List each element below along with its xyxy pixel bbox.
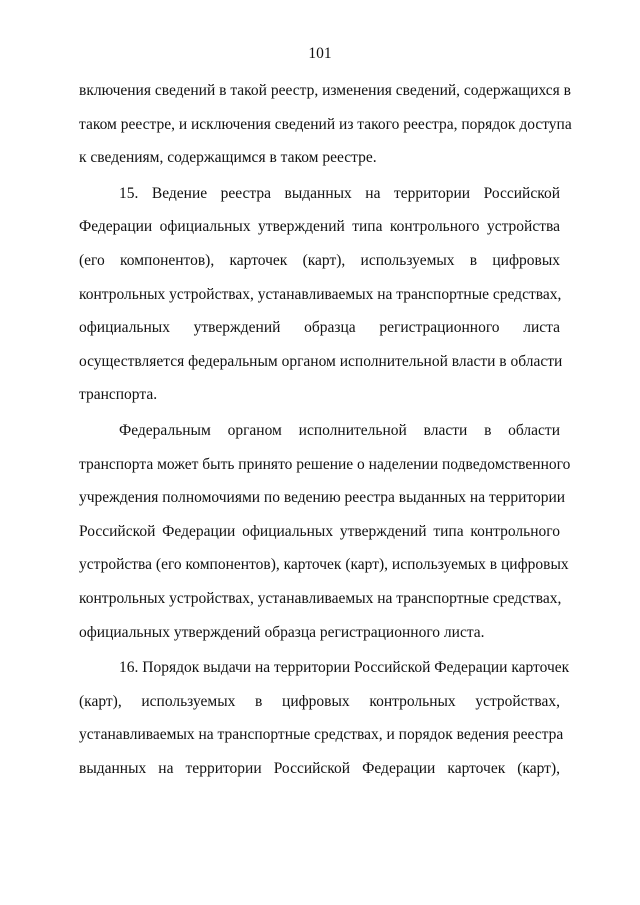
text-line: контрольных устройствах, устанавливаемых на транспортные средствах, xyxy=(79,589,562,607)
text-line: Федерации официальных утверждений типа контрольного устройства xyxy=(79,218,560,236)
text-line: транспорта. xyxy=(79,386,158,404)
paragraph-item-15 xyxy=(79,183,563,418)
text-line: Федеральным органом исполнительной власти в области xyxy=(119,421,560,439)
text-line: устанавливаемых на транспортные средствах, и порядок ведения реестра xyxy=(79,726,564,744)
text-line: к сведениям, содержащимся в таком реестре. xyxy=(79,149,377,167)
text-line: таком реестре, и исключения сведений из такого реестра, порядок доступа xyxy=(79,115,572,133)
text-line: 16. Порядок выдачи на территории Российской Федерации карточек xyxy=(119,659,570,677)
text-line: учреждения полномочиями по ведению реестра выданных на территории xyxy=(79,489,566,507)
document-body xyxy=(79,80,572,791)
text-line: включения сведений в такой реестр, изменения сведений, содержащихся в xyxy=(79,82,571,99)
text-line: Российской Федерации официальных утверждений типа контрольного xyxy=(79,522,560,540)
text-line: контрольных устройствах, устанавливаемых на транспортные средствах, xyxy=(79,285,562,303)
text-line: официальных утверждений образца регистрационного листа xyxy=(79,319,560,337)
paragraph-continuation xyxy=(79,80,572,181)
text-line: устройства (его компонентов), карточек (карт), используемых в цифровых xyxy=(79,556,569,574)
text-line: транспорта может быть принято решение о наделении подведомственного xyxy=(79,455,571,473)
text-line: осуществляется федеральным органом исполнительной власти в области xyxy=(79,352,563,370)
text-line: (его компонентов), карточек (карт), используемых в цифровых xyxy=(79,251,560,269)
text-line: (карт), используемых в цифровых контрольных устройствах, xyxy=(79,692,560,710)
paragraph-item-16 xyxy=(79,657,570,791)
text-line: выданных на территории Российской Федерации карточек (карт), xyxy=(79,759,560,777)
paragraph-federal-body xyxy=(79,420,571,655)
page-number: 101 xyxy=(308,45,332,62)
text-line: официальных утверждений образца регистрационного листа. xyxy=(79,623,485,641)
text-line: 15. Ведение реестра выданных на территории Российской xyxy=(119,184,560,202)
